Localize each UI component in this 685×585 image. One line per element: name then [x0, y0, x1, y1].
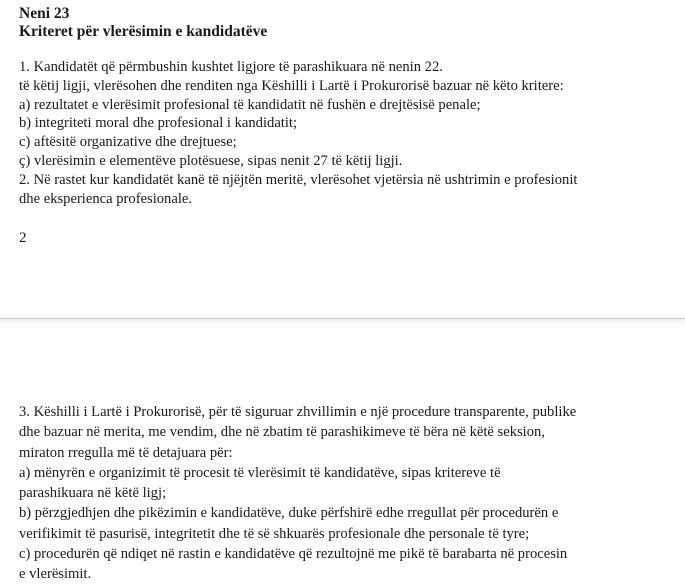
text-line: të këtij ligji, vlerësohen dhe renditen nga Këshilli i Lartë i Prokurorisë bazuar në këto kritere:: [19, 77, 564, 94]
text-line: a) mënyrën e organizimit të procesit të vlerësimit të kandidatëve, sipas kritereve të: [19, 464, 501, 481]
text-line: c) procedurën që ndiqet në rastin e kandidatëve që rezultojnë me pikë të barabarta në procesin: [19, 546, 568, 563]
text-line: 3. Këshilli i Lartë i Prokurorisë, për të siguruar zhvillimin e një procedure transparente, publike: [19, 404, 577, 420]
text-line: verifikimit të pasurisë, integritetit dhe të së shkuarës profesionale dhe personale të tyre;: [19, 525, 530, 542]
article-body-top: [19, 58, 685, 208]
text-line: miraton rregulla më të detajuara për:: [19, 444, 233, 461]
text-line: dhe bazuar në merita, me vendim, dhe në zbatim të parashikimeve të bëra në këtë seksion,: [19, 424, 545, 441]
text-line: 2. Në rastet kur kandidatët kanë të njëjtën meritë, vlerësohet vjetërsia në ushtrimin e profesionit: [19, 171, 578, 188]
text-line: parashikuara në këtë ligj;: [19, 485, 167, 502]
text-line: 1. Kandidatët që përmbushin kushtet ligjore të parashikuara në nenin 22.: [19, 59, 443, 75]
text-line: b) integriteti moral dhe profesional i kandidatit;: [19, 115, 298, 132]
article-number: Neni 23: [19, 5, 70, 22]
article-body-bottom: [19, 402, 685, 585]
text-line: ç) vlerësimin e elementëve plotësuese, sipas nenit 27 të këtij ligji.: [19, 152, 403, 169]
page-number: 2: [19, 230, 27, 247]
text-line: e vlerësimit.: [19, 566, 92, 583]
text-line: a) rezultatet e vlerësimit profesional të kandidatit në fushën e drejtësisë penale;: [19, 96, 481, 113]
text-line: c) aftësitë organizative dhe drejtuese;: [19, 134, 237, 151]
article-title: Kriteret për vlerësimin e kandidatëve: [19, 23, 268, 40]
text-line: b) përzgjedhjen dhe pikëzimin e kandidatëve, duke përfshirë edhe rregullat për procedurën e: [19, 505, 559, 522]
text-line: dhe eksperienca profesionale.: [19, 190, 193, 207]
document-page-bottom: [0, 330, 685, 583]
